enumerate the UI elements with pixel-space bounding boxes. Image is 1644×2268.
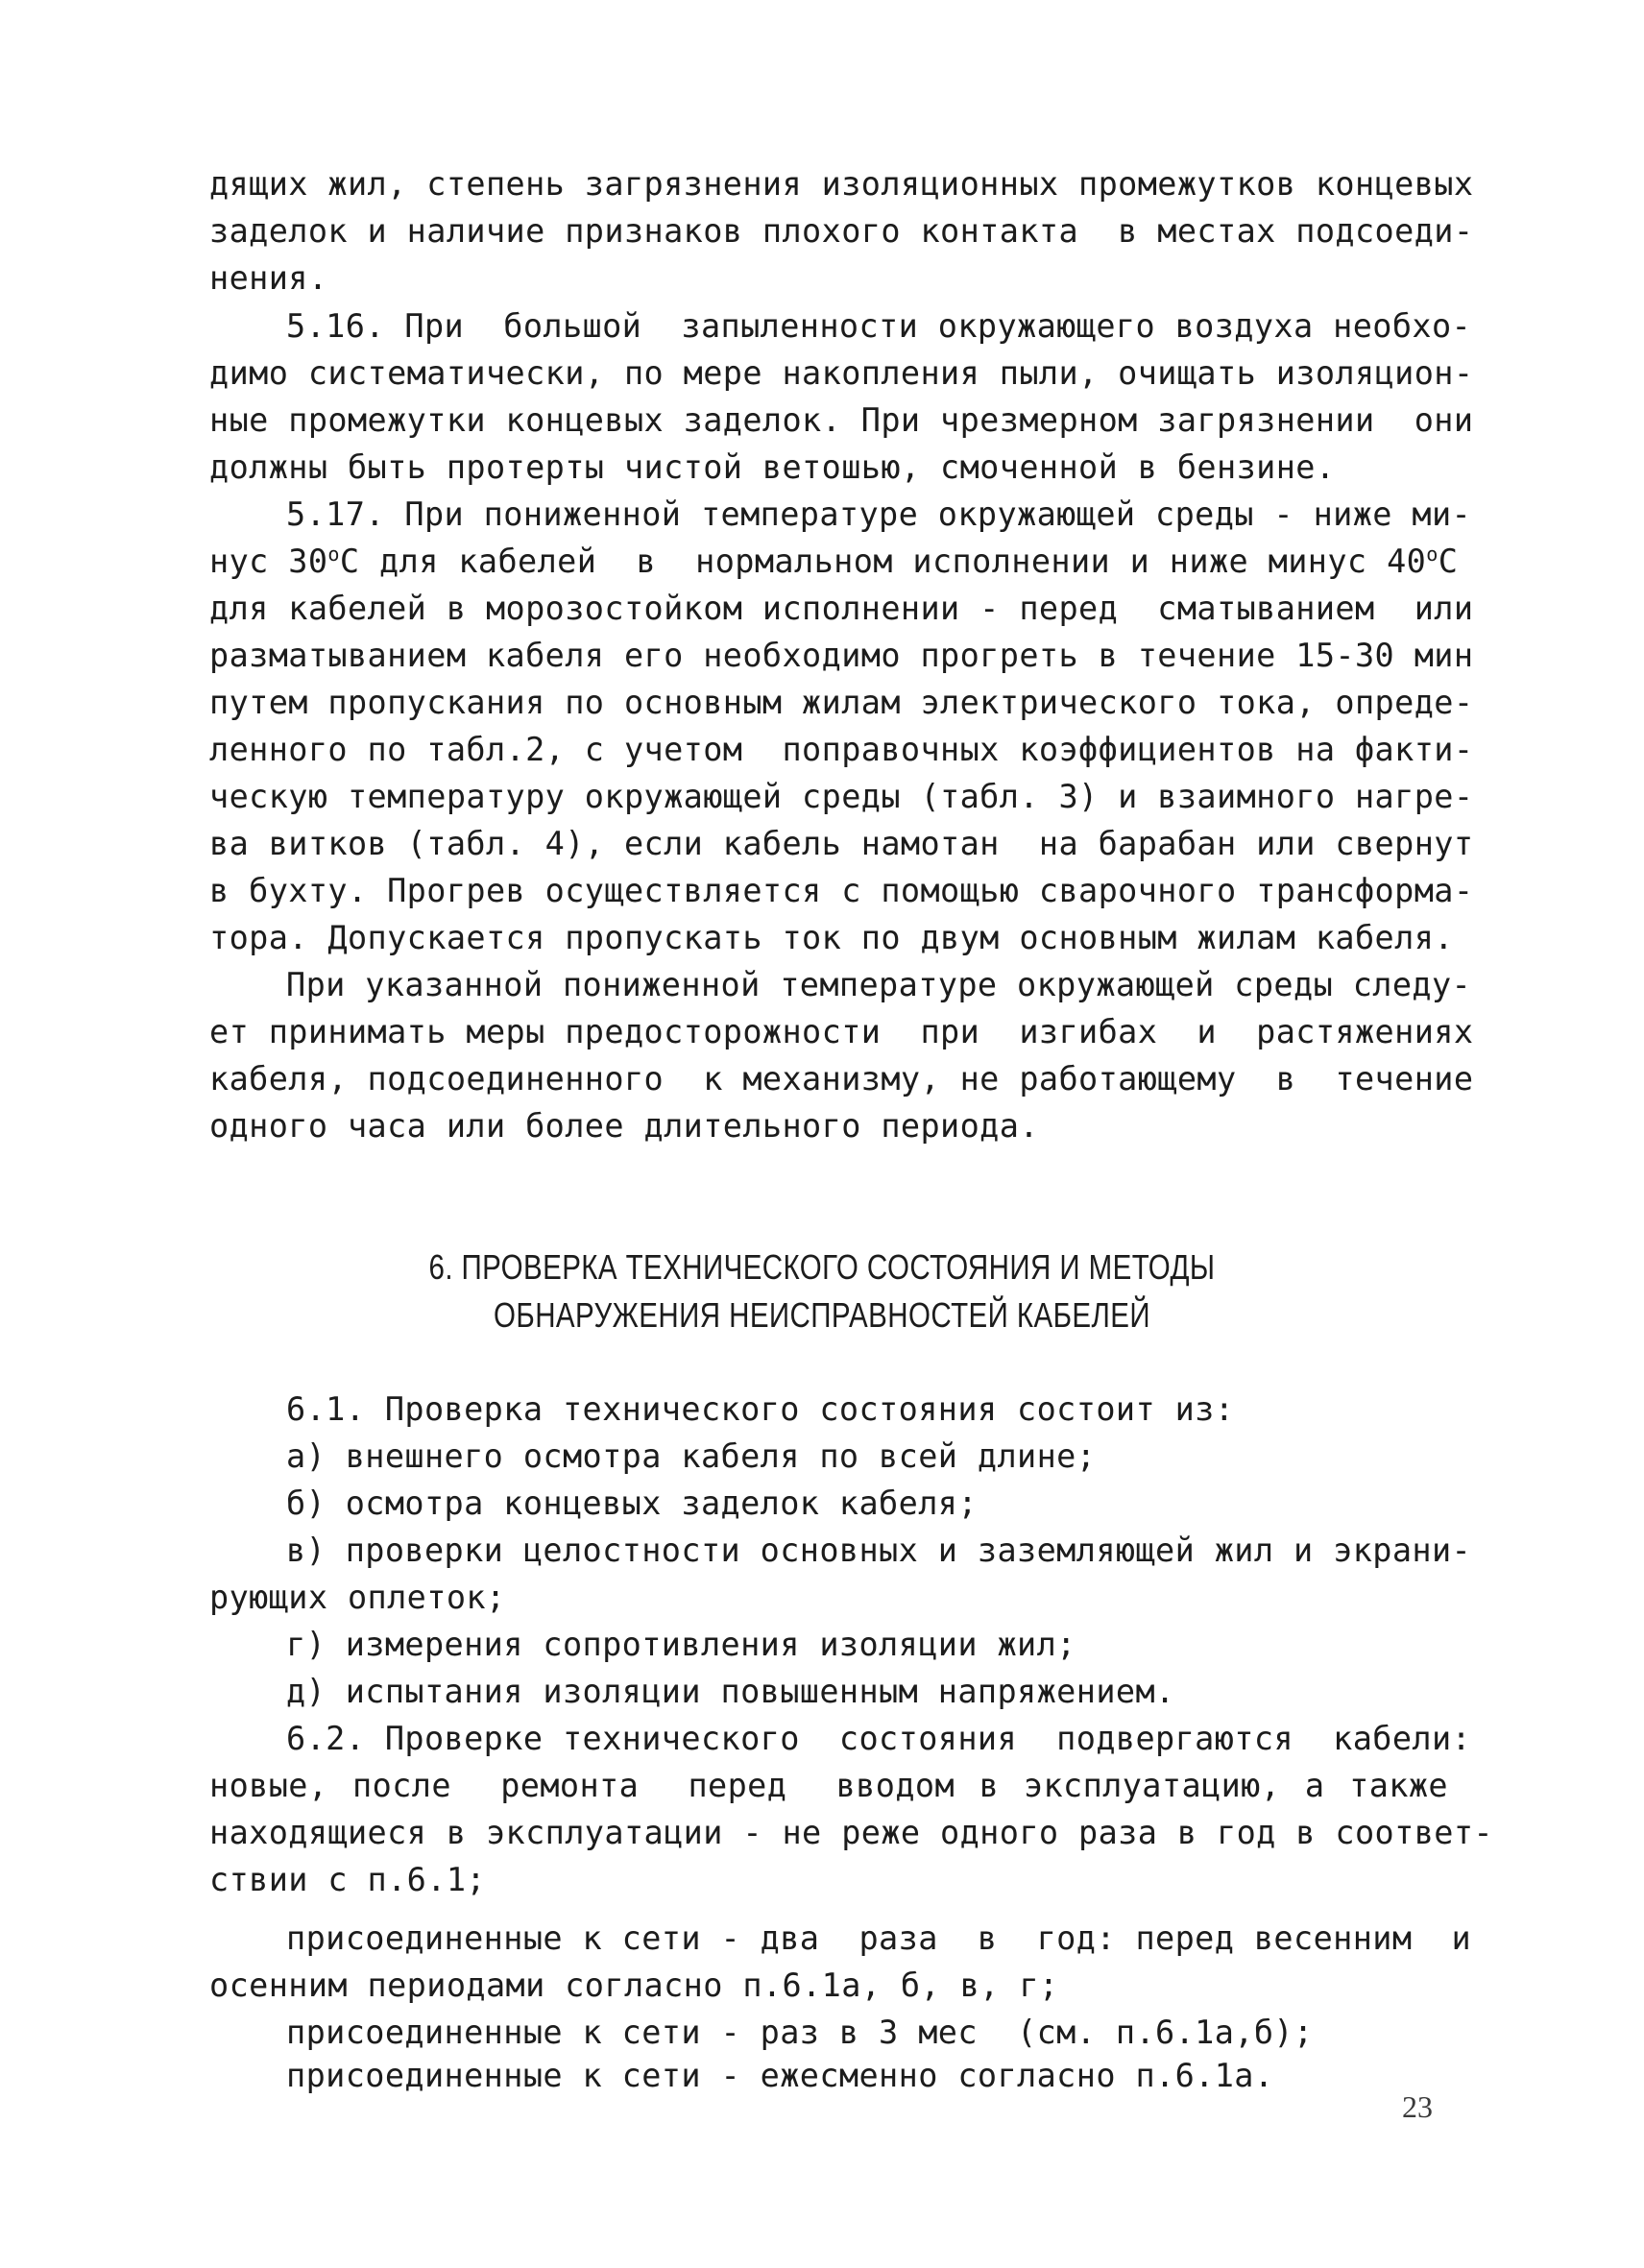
paragraph-5-16-first-line: 5.16. При большой запыленности окружающего воздуха необхо- xyxy=(286,307,1472,345)
list-item-continuation: осенним периодами согласно п.6.1а, б, в, г; xyxy=(209,1966,1059,2004)
list-item: д) испытания изоляции повышенным напряжением. xyxy=(286,1673,1175,1710)
text-line: тора. Допускается пропускать ток по двум основным жилам кабеля. xyxy=(209,919,1454,956)
text-line: должны быть протерты чистой ветошью, смоченной в бензине. xyxy=(209,448,1336,486)
text-line: ва витков (табл. 4), если кабель намотан на барабан или свернут xyxy=(209,825,1474,862)
text-line: в бухту. Прогрев осуществляется с помощью сварочного трансформа- xyxy=(209,872,1474,909)
text-line: новые, после ремонта перед вводом в эксплуатацию, а также xyxy=(209,1767,1448,1804)
list-item-continuation: рующих оплеток; xyxy=(209,1579,506,1616)
text-line: путем пропускания по основным жилам электрического тока, опреде- xyxy=(209,684,1474,721)
text-line: разматыванием кабеля его необходимо прогреть в течение 15-30 мин xyxy=(209,637,1474,674)
text-line: кабеля, подсоединенного к механизму, не работающему в течение xyxy=(209,1060,1474,1098)
text-line: ные промежутки концевых заделок. При чрезмерном загрязнении они xyxy=(209,401,1474,439)
text-line: ленного по табл.2, с учетом поправочных коэффициентов на факти- xyxy=(209,731,1474,768)
text-line: нения. xyxy=(209,259,328,297)
paragraph-6-2-first-line: 6.2. Проверке технического состояния подвергаются кабели: xyxy=(286,1720,1472,1757)
text-line-with-degrees: нус $30^оС$ для кабелей в нормальном исполнении и ниже минус $40^оС$ xyxy=(209,542,1459,580)
section-title-line-2: ОБНАРУЖЕНИЯ НЕИСПРАВНОСТЕЙ КАБЕЛЕЙ xyxy=(494,1295,1150,1335)
note-first-line: При указанной пониженной температуре окружающей среды следу- xyxy=(286,966,1472,1003)
text-line: димо систематически, по мере накопления пыли, очищать изоляцион- xyxy=(209,354,1474,392)
text-line: одного часа или более длительного периода. xyxy=(209,1107,1039,1145)
list-item: присоединенные к сети - два раза в год: перед весенним и xyxy=(286,1919,1472,1957)
text-line: дящих жил, степень загрязнения изоляционных промежутков концевых xyxy=(209,165,1474,203)
section-title-line-1: 6. ПРОВЕРКА ТЕХНИЧЕСКОГО СОСТОЯНИЯ И МЕТОДЫ xyxy=(428,1247,1216,1287)
text-line: заделок и наличие признаков плохого контакта в местах подсоеди- xyxy=(209,212,1474,250)
text-line: ческую температуру окружающей среды (табл. 3) и взаимного нагре- xyxy=(209,778,1474,815)
page-number: 23 xyxy=(1402,2089,1433,2124)
text-line: для кабелей в морозостойком исполнении - перед сматыванием или xyxy=(209,590,1474,627)
list-item: присоединенные к сети - раз в 3 мес (см. п.6.1а,б); xyxy=(286,2014,1314,2051)
text-line: ет принимать меры предосторожности при изгибах и растяжениях xyxy=(209,1013,1474,1050)
list-item: г) измерения сопротивления изоляции жил; xyxy=(286,1626,1076,1663)
paragraph-6-1-intro: 6.1. Проверка технического состояния состоит из: xyxy=(286,1390,1235,1428)
list-item: в) проверки целостности основных и заземляющей жил и экрани- xyxy=(286,1532,1472,1569)
paragraph-5-17-first-line: 5.17. При пониженной температуре окружающей среды - ниже ми- xyxy=(286,495,1472,533)
list-item: а) внешнего осмотра кабеля по всей длине; xyxy=(286,1437,1097,1475)
list-item: присоединенные к сети - ежесменно согласно п.6.1а. xyxy=(286,2057,1274,2094)
list-item: б) осмотра концевых заделок кабеля; xyxy=(286,1484,978,1522)
text-line: находящиеся в эксплуатации - не реже одного раза в год в соответ- xyxy=(209,1814,1493,1851)
text-line: ствии с п.6.1; xyxy=(209,1861,486,1898)
